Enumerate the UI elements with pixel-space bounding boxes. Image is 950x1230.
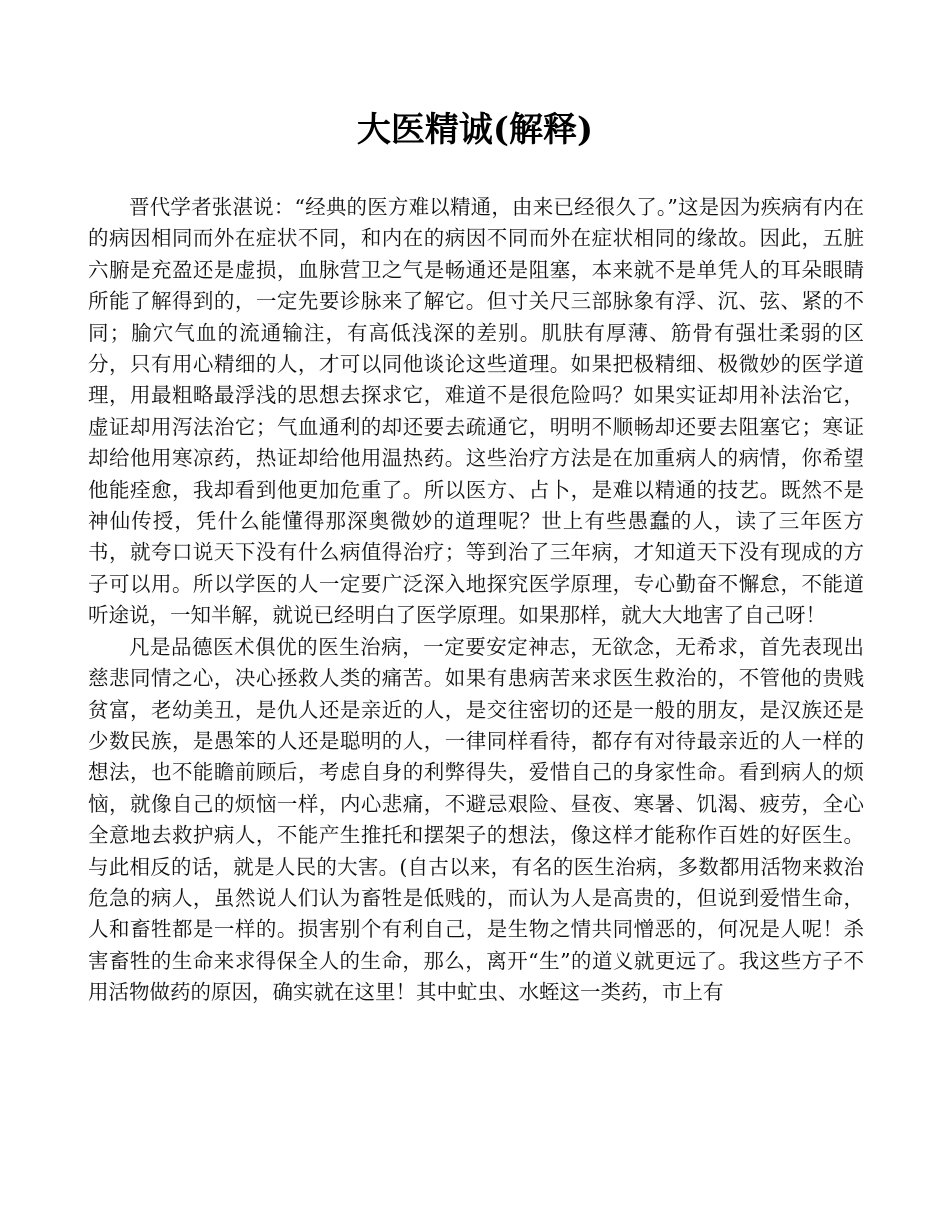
paragraph-1: 晋代学者张湛说：“经典的医方难以精通，由来已经很久了。”这是因为疾病有内在的病因相同而外在症状不同，和内在的病因不同而外在症状相同的缘故。因此，五脏六腑是充盈还是虚损，血脉营卫之气是畅通还是阻塞，本来就不是单凭人的耳朵眼睛所能了解得到的，一定先要诊脉来了解它。但寸关尺三部脉象有浮、沉、弦、紧的不同；腧穴气血的流通输注，有高低浅深的差别。肌肤有厚薄、筋骨有强壮柔弱的区分，只有用心精细的人，才可以同他谈论这些道理。如果把极精细、极微妙的医学道理，用最粗略最浮浅的思想去探求它，难道不是很危险吗？如果实证却用补法治它，虚证却用泻法治它；气血通利的却还要去疏通它，明明不顺畅却还要去阻塞它；寒证却给他用寒凉药，热证却给他用温热药。这些治疗方法是在加重病人的病情，你希望他能痊愈，我却看到他更加危重了。所以医方、占卜，是难以精通的技艺。既然不是神仙传授，凭什么能懂得那深奥微妙的道理呢？世上有些愚蠢的人，读了三年医方书，就夸口说天下没有什么病值得治疗；等到治了三年病，才知道天下没有现成的方子可以用。所以学医的人一定要广泛深入地探究医学原理，专心勤奋不懈怠，不能道听途说，一知半解，就说已经明白了医学原理。如果那样，就大大地害了自己呀！: [88, 195, 864, 628]
document-title: 大医精诚(解释): [356, 110, 594, 150]
paragraph-2: 凡是品德医术俱优的医生治病，一定要安定神志，无欲念，无希求，首先表现出慈悲同情之心，决心拯救人类的痛苦。如果有患病苦来求医生救治的，不管他的贵贱贫富，老幼美丑，是仇人还是亲近的人，是交往密切的还是一般的朋友，是汉族还是少数民族，是愚笨的人还是聪明的人，一律同样看待，都存有对待最亲近的人一样的想法，也不能瞻前顾后，考虑自身的利弊得失，爱惜自己的身家性命。看到病人的烦恼，就像自己的烦恼一样，内心悲痛，不避忌艰险、昼夜、寒暑、饥渴、疲劳，全心全意地去救护病人，不能产生推托和摆架子的想法，像这样才能称作百姓的好医生。与此相反的话，就是人民的大害。(自古以来，有名的医生治病，多数都用活物来救治危急的病人，虽然说人们认为畜牲是低贱的，而认为人是高贵的，但说到爱惜生命，人和畜牲都是一样的。损害别个有利自己，是生物之情共同憎恶的，何况是人呢！杀害畜牲的生命来求得保全人的生命，那么，离开“生”的道义就更远了。我这些方子不用活物做药的原因，确实就在这里！其中虻虫、水蛭这一类药，市上有: [88, 634, 864, 1005]
document-body: [88, 192, 864, 1009]
